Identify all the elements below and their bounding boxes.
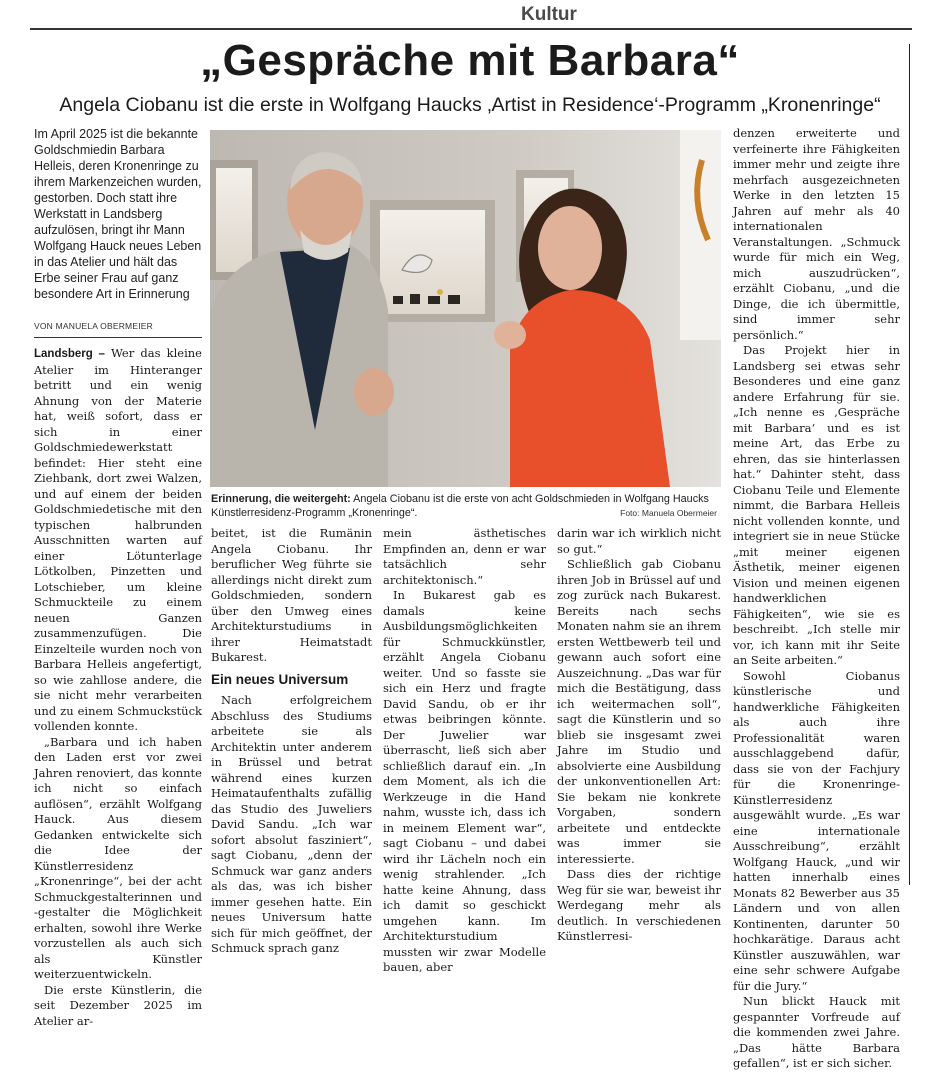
column-2: [211, 526, 372, 957]
caption-text: Angela Ciobanu ist die erste von acht Goldschmieden in Wolfgang Haucks Künstlerresidenz-Programm „Kronenringe“.: [211, 493, 709, 519]
section-rule: [30, 28, 912, 30]
photo-caption: [211, 492, 721, 520]
dateline: Landsberg –: [34, 348, 105, 360]
paragraph: Nun blickt Hauck mit gespannter Vorfreude auf die kommenden zwei Jahre. „Das hätte Barbara gefallen“, ist er sich sicher.: [733, 994, 900, 1070]
paragraph: Nach erfolgreichem Abschluss des Studiums arbeitete sie als Architektin unter anderem in Brüssel und betrat während eines kurzen Heimataufenthalts zufällig das Studio des Juweliers David Sandu. „Ich war sofort absolut fasziniert“, sagt Ciobanu, „denn der Schmuck war ganz anders als das, was ich bisher immer gesehen hatte. Ein neues Universum hatte sich für mich geöffnet, der Schmuck sprach ganz: [211, 693, 372, 955]
section-label: Kultur: [521, 4, 577, 25]
paragraph: denzen erweiterte und verfeinerte ihre Fähigkeiten immer mehr und zeigte ihre mehrfach ausgezeichneten Werke in den letzten 15 Jahren auf mehr als 40 internationalen Veranstaltungen. „Schmuck wurde für mich ein Weg, mich auszudrücken“, erzählt Ciobanu, „und die Dinge, die ich übermittle, sind immer sehr persönlich.“: [733, 126, 900, 342]
column-5: [733, 126, 900, 1072]
subheadline: Angela Ciobanu ist die erste in Wolfgang Haucks ‚Artist in Residence‘-Programm „Kronenringe“: [59, 94, 881, 116]
paragraph: mein ästhetisches Empfinden an, denn er war tatsächlich sehr architektonisch.“: [383, 526, 546, 587]
paragraph: Sowohl Ciobanus künstlerische und handwerkliche Fähigkeiten als auch ihre Professionalität waren ausschlaggebend dafür, dass sie von der Fachjury für die Kronenringe-Künstlerresidenz ausgewählt wurde. „Es war eine internationale Ausschreibung“, erzählt Wolfgang Hauck, „und wir hatten innerhalb eines Monats 82 Bewerber aus 35 Ländern und von allen Kontinenten, darunter 50 hochkarätige. Daraus acht Künstler auszuwählen, war eine sehr schwere Aufgabe für die Jury.“: [733, 668, 900, 993]
byline: VON MANUELA OBERMEIER: [34, 321, 153, 331]
paragraph: In Bukarest gab es damals keine Ausbildungsmöglichkeiten für Schmuckkünstler, erzählt Angela Ciobanu weiter. Und so fasste sie sich ein Herz und fragte David Sandu, ob er ihr etwas beibringen könnte. Der Juwelier war überrascht, ließ sich aber schließlich darauf ein. „In dem Moment, als ich die Werkzeuge in die Hand nahm, wusste ich, dass ich in meinem Element war“, sagt Ciobanu – und dabei wird ihr Lächeln noch ein wenig strahlender. „Ich hatte keine Ahnung, dass ich damit so geschickt umgehen kann. Im Architekturstudium mussten wir zwar Modelle bauen, aber: [383, 588, 546, 974]
paragraph: beitet, ist die Rumänin Angela Ciobanu. Ihr beruflicher Weg führte sie allerdings nicht direkt zum Goldschmieden, sondern über den Umweg eines Architekturstudiums in ihrer Heimatstadt Bukarest.: [211, 526, 372, 664]
column-border: [909, 44, 910, 885]
column-1: [34, 346, 202, 1029]
article-photo: [210, 130, 721, 487]
paragraph: [34, 346, 202, 735]
photo-illustration: [210, 130, 721, 487]
subheading: Ein neues Universum: [211, 671, 349, 687]
intro-text: Im April 2025 ist die bekannte Goldschmiedin Barbara Helleis, deren Kronenringe zu ihrem Markenzeichen wurden, gestorben. Doch statt ihre Werkstatt in Landsberg aufzulösen, bringt ihr Mann Wolfgang Hauck neues Leben in das Atelier und hält das Erbe seiner Frau auf ganz besondere Art in Erinnerung: [34, 127, 202, 301]
paragraph: darin war ich wirklich nicht so gut.“: [557, 526, 721, 556]
photo-credit: Foto: Manuela Obermeier: [620, 508, 717, 518]
paragraph: Das Projekt hier in Landsberg sei etwas sehr Besonderes und eine ganz andere Erfahrung für sie. „Ich nenne es ‚Gespräche mit Barbara‘ und es ist meine Art, das Erbe zu ehren, das sie hinterlassen hat.“ Dahinter steht, dass Ciobanu Teile und Elemente nimmt, die Barbara Helleis nicht vollenden konnte, und integriert sie in neue Stücke „mit meiner eigenen Ästhetik, meiner eigenen Vision und meinen eigenen handwerklichen Fähigkeiten“, wie sie es beschreibt. „Ich stelle mir vor, ich kann mit ihr Seite an Seite arbeiten.“: [733, 343, 900, 667]
paragraph: Die erste Künstlerin, die seit Dezember 2025 im Atelier ar-: [34, 982, 202, 1028]
headline: „Gespräche mit Barbara“: [200, 36, 740, 85]
paragraph: Schließlich gab Ciobanu ihren Job in Brüssel auf und zog zurück nach Bukarest. Bereits nach sechs Monaten nahm sie an ihrem ersten Wettbewerb teil und gewann auch sofort eine Auszeichnung. „Das war für mich die Bestätigung, dass ich weitermachen soll“, sagt die Künstlerin und so blieb sie insgesamt zwei Jahre im Studio und absolvierte eine Ausbildung der unkonventionellen Art: Sie bekam nie konkrete Vorgaben, sondern arbeitete und entdeckte was immer sie interessierte.: [557, 557, 721, 866]
paragraph-text: Wer das kleine Atelier im Hinteranger betritt und ein wenig Ahnung von der Materie hat, weiß sofort, dass er sich in einer Goldschmiedewerkstatt befindet: Hier steht eine Ziehbank, dort zwei Walzen, und auf einem der beiden Goldschmiedetische mit den typischen halbrunden Ausschnitten warten auf einer Lötunterlage Lötkolben, Pinzetten und Lotschieber, um kleine Schmuckteile zu einem neuen Ganzen zusammenzufügen. Die Einzelteile wurden noch von Barbara Helleis angefertigt, so wie zahllose andere, die sie nicht mehr verarbeiten und zu einem Schmuckstück vollenden konnte.: [34, 346, 202, 733]
byline-rule: [34, 337, 202, 338]
column-3: [383, 526, 546, 976]
display-niche-center: [370, 200, 495, 322]
caption-lead: Erinnerung, die weitergeht:: [211, 493, 351, 505]
paragraph: Dass dies der richtige Weg für sie war, beweist ihr Werdegang mehr als deutlich. In verschiedenen Künstlerresi-: [557, 867, 721, 943]
column-4: [557, 526, 721, 945]
paragraph: „Barbara und ich haben den Laden erst vor zwei Jahren renoviert, das konnte ich nicht so einfach auflösen“, erzählt Wolfgang Hauck. Aus diesem Gedanken entwickelte sich die Idee der Künstlerresidenz „Kronenringe“, bei der acht Schmuckgestalterinnen und -gestalter die Möglichkeit erhalten, sowohl ihre Werke vorzustellen als auch sich als Künstler weiterzuentwickeln.: [34, 734, 202, 981]
